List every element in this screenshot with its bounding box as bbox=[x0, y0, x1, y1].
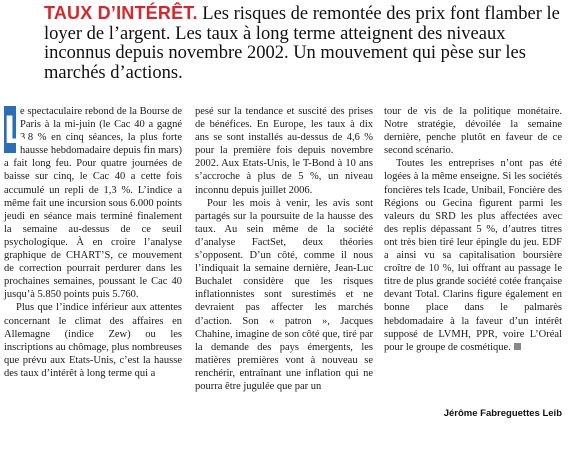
dropcap-letter: L bbox=[4, 108, 29, 152]
author-byline: Jérôme Fabreguettes Leib bbox=[443, 408, 562, 419]
paragraph: Plus que l’indice inférieur aux attentes concernant le climat des affaires en Allemagne (indice Zew) ou les inscriptions au chômage, plus nombreuses que prévu aux Etats-Unis, c’est la hausse des taux d’intérêt à long terme qui a bbox=[4, 302, 182, 379]
paragraph: pesé sur la tendance et suscité des prises de bénéfices. En Europe, les taux à dix ans se sont installés au-dessus de 4,6 % pour la première fois depuis novembre 2002. Aux Etats-Unis, le T-Bond à 10 ans s’accroche à plus de 5 %, un niveau inconnu depuis juillet 2006. bbox=[195, 106, 373, 196]
article-body bbox=[4, 105, 564, 460]
paragraph bbox=[4, 105, 182, 301]
article-column-3 bbox=[384, 105, 562, 354]
paragraph: Pour les mois à venir, les avis sont partagés sur la poursuite de la hausse des taux. Au sein même de la société d’analyse FactSet, deux théories s’opposent. D’un côté, comme il nous l’indiquait la semaine dernière, Jean-Luc Buchalet considère que les risques inflationnistes sont surestimés et ne devraient pas affecter les marchés d’action. Son « patron », Jacques Chahine, imagine de son côté que, tiré par la demande des pays émergents, les matières premières vont à nouveau se renchérir, entraînant une inflation qui ne pourra être jugulée que par un bbox=[195, 197, 373, 392]
headline-kicker: TAUX D’INTÉRÊT. bbox=[44, 3, 198, 23]
headline bbox=[44, 4, 564, 83]
dropcap-box bbox=[4, 106, 29, 153]
article-column-2 bbox=[195, 105, 373, 393]
article-column-1 bbox=[4, 105, 182, 380]
paragraph bbox=[384, 157, 562, 353]
end-of-article-mark bbox=[514, 343, 521, 350]
paragraph-text: Toutes les entreprises n’ont pas été logées à la même enseigne. Si les sociétés foncières tels Icade, Unibail, Foncière des Régions ou Gecina figurent parmi les valeurs du SRD les plus affectées avec des replis dépassant 5 %, d’autres titres ont très bien tiré leur épingle du jeu. EDF a ainsi vu sa capitalisation boursière croître de 10 %, lui offrant au passage le titre de plus grande société cotée française devant Total. Clarins figure également en bonne place dans le palmarès hebdomadaire à la faveur d’un intérêt supposé de LVMH, PPR, voire L’Oréal pour le groupe de cosmétique. bbox=[384, 158, 562, 353]
paragraph: tour de vis de la politique monétaire. Notre stratégie, dévoilée la semaine dernière, penche plutôt en faveur de ce second scénario. bbox=[384, 106, 562, 157]
paragraph-text: e spectaculaire rebond de la Bourse de Paris à la mi-juin (le Cac 40 a gagné 3,8 % en cinq séances, la plus forte hausse hebdomadaire depuis fin mars) a fait long feu. Pour quatre journées de baisse sur cinq, le Cac 40 a cette fois accumulé un repli de 1,3 %. L’indice a même fait une incursion sous 6.000 points jeudi en séance mais terminé finalement la semaine au-dessus de ce seuil psychologique. À en croire l’analyse graphique de CHART’S, ce mouvement de correction pourrait perdurer dans les prochaines semaines, poussant le Cac 40 jusqu’à 5.850 points puis 5.760. bbox=[4, 106, 182, 301]
headline-text: Les risques de remontée des prix font flamber le loyer de l’argent. Les taux à long terme atteignent des niveaux inconnus depuis novembre 2002. Un mouvement qui pèse sur les marchés d’actions. bbox=[44, 4, 560, 83]
